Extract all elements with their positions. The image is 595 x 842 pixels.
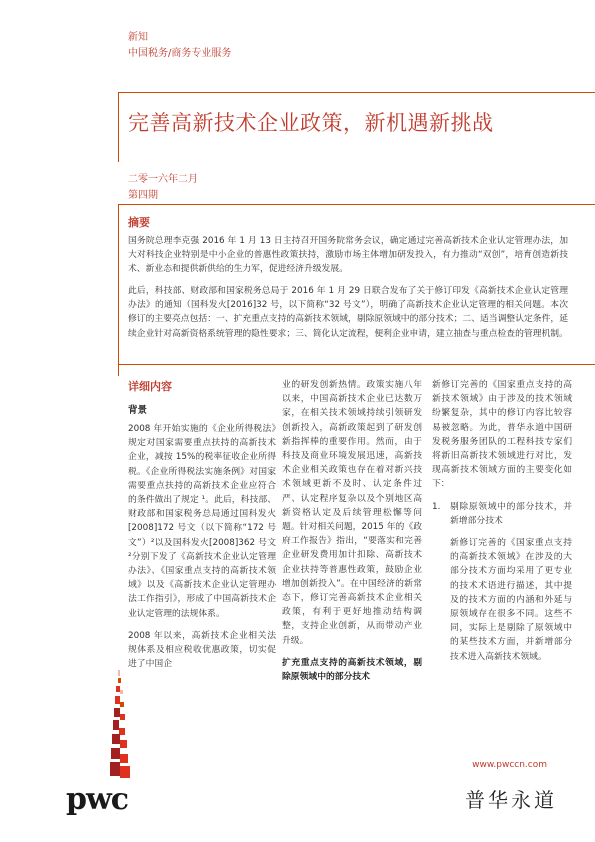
mosaic-block [111,748,120,759]
mosaic-block [113,720,119,730]
col2-subheading: 扩充重点支持的高新技术领域，剔除原领域中的部分技术 [282,657,422,683]
mosaic-block [120,690,123,694]
mosaic-block [120,702,124,707]
detail-heading: 详细内容 [128,380,172,393]
page-title: 完善高新技术企业政策，新机遇新挑战 [128,111,494,135]
summary-left-bar [118,204,119,364]
website-link[interactable]: www.pwccn.com [472,760,547,770]
mosaic-block [110,762,120,776]
summary-heading: 摘要 [128,216,150,229]
brand-chinese-name: 普华永道 [465,788,557,812]
col2-paragraph-1: 业的研发创新热情。政策实施八年以来，中国高新技术企业已达数万家，在相关技术领域持续引领研发创新投入，高新政策起到了研发创新指挥棒的重要作用。然而，由于科技及商业环境发展迅速，高新技术企业相关政策也存在着对新兴技术领域更新不及时、认定条件过严、认定程序复杂以及个别地区高新资格认定及后续管理松懈等问题。针对相关问题，2015 年的《政府工作报告》指出，“要落实和完善企业研发费用加计扣除、高新技术企业扶持等普惠性政策，鼓励企业增加创新投入”。在中国经济的新常态下，修订完善高新技术企业相关政策，有利于更好地推动结构调整，支持企业创新，从而带动产业升级。 [282,380,422,646]
mosaic-block [120,714,125,720]
summary-top-divider [118,204,595,205]
brand-mosaic-graphic [108,670,132,778]
issue-number: 第四期 [128,190,158,201]
list-text: 剔除原领域中的部分技术，并新增部分技术 [450,501,572,526]
header-newsletter-name: 新知 [128,32,148,43]
mosaic-block [120,740,127,748]
mosaic-block [118,678,121,683]
pwc-logo: pwc [66,782,129,817]
mosaic-block [115,696,120,704]
col3-paragraph-2: 新修订完善的《国家重点支持的高新技术领域》在涉及的大部分技术方面均采用了更专业的技术术语进行描述，其中提及的技术方面的内涵和外延与原领域存在很多不同。这些不同，实际上是剔除了原领域中的某些技术方面，并新增部分技术进入高新技术领域。 [450,538,572,662]
list-item [432,500,572,528]
summary-paragraph-2: 此后，科技部、财政部和国家税务总局于 2016 年 1 月 29 日联合发布了关于修订印发《高新技术企业认定管理办法》的通知（国科发火[2016]32 号，以下简称“32 号文”），明确了高新技术企业认定管理的相关问题。本次修订的主要亮点包括：一、扩充重点支持的高新技术领域，剔除原领域中的部分技术；二、适当调整认定条件，延续企业针对高新资格系统管理的隐性要求；三、简化认定流程，便利企业申请，建立抽查与重点检查的管理机制。 [128,286,568,339]
summary-bottom-divider [118,364,595,365]
header-service-line: 中国税务/商务专业服务 [128,48,232,59]
header-divider [118,92,595,93]
title-left-bar [118,92,119,162]
detail-column-2 [282,378,422,692]
issue-date: 二零一六年二月 [128,174,198,185]
mosaic-block [119,728,125,735]
detail-column-3 [432,378,572,672]
list-number: 1. [432,501,441,512]
detail-column-1 [128,422,276,679]
mosaic-block [120,754,128,763]
mosaic-block [120,766,130,778]
background-heading: 背景 [128,405,148,416]
col1-paragraph-1: 2008 年开始实施的《企业所得税法》规定对国家需要重点扶持的高新技术企业，减按 15%的税率征收企业所得税。《企业所得税法实施条例》对国家需要重点扶持的高新技术企业应符合的条件做出了规定 ¹。此后，科技部、财政部和国家税务总局通过国科发火[2008]172 号文（以下简称“172 号文”）²以及国科发火[2008]362 号文 ²分别下发了《高新技术企业认定管理办法》、《国家重点支持的高新技术领域》以及《高新技术企业认定管理办法工作指引》，形成了中国高新技术企业认定管理的法规体系。 [128,424,276,619]
summary-paragraph-1: 国务院总理李克强 2016 年 1 月 13 日主持召开国务院常务会议，确定通过完善高新技术企业认定管理办法，加大对科技企业特别是中小企业的普惠性政策扶持，激励市场主体增加研发投入，有力推动“双创”，培育创造新技术、新业态和提供新供给的生力军，促进经济升级发展。 [128,236,568,275]
mosaic-block [118,670,120,676]
col3-paragraph-1: 新修订完善的《国家重点支持的高新技术领域》由于涉及的技术领域纷繁复杂，其中的修订内容比较容易被忽略。为此，普华永道中国研发税务服务团队的工程科技专家们将新旧高新技术领域进行对比，发现高新技术领域方面的主要变化如下： [432,380,572,490]
mosaic-block [116,686,120,692]
mosaic-block [114,708,120,717]
col1-paragraph-2: 2008 年以来，高新技术企业相关法规体系及相应税收优惠政策，切实促进了中国企 [128,630,276,670]
mosaic-block [112,734,120,744]
detail-left-bar [118,364,119,376]
